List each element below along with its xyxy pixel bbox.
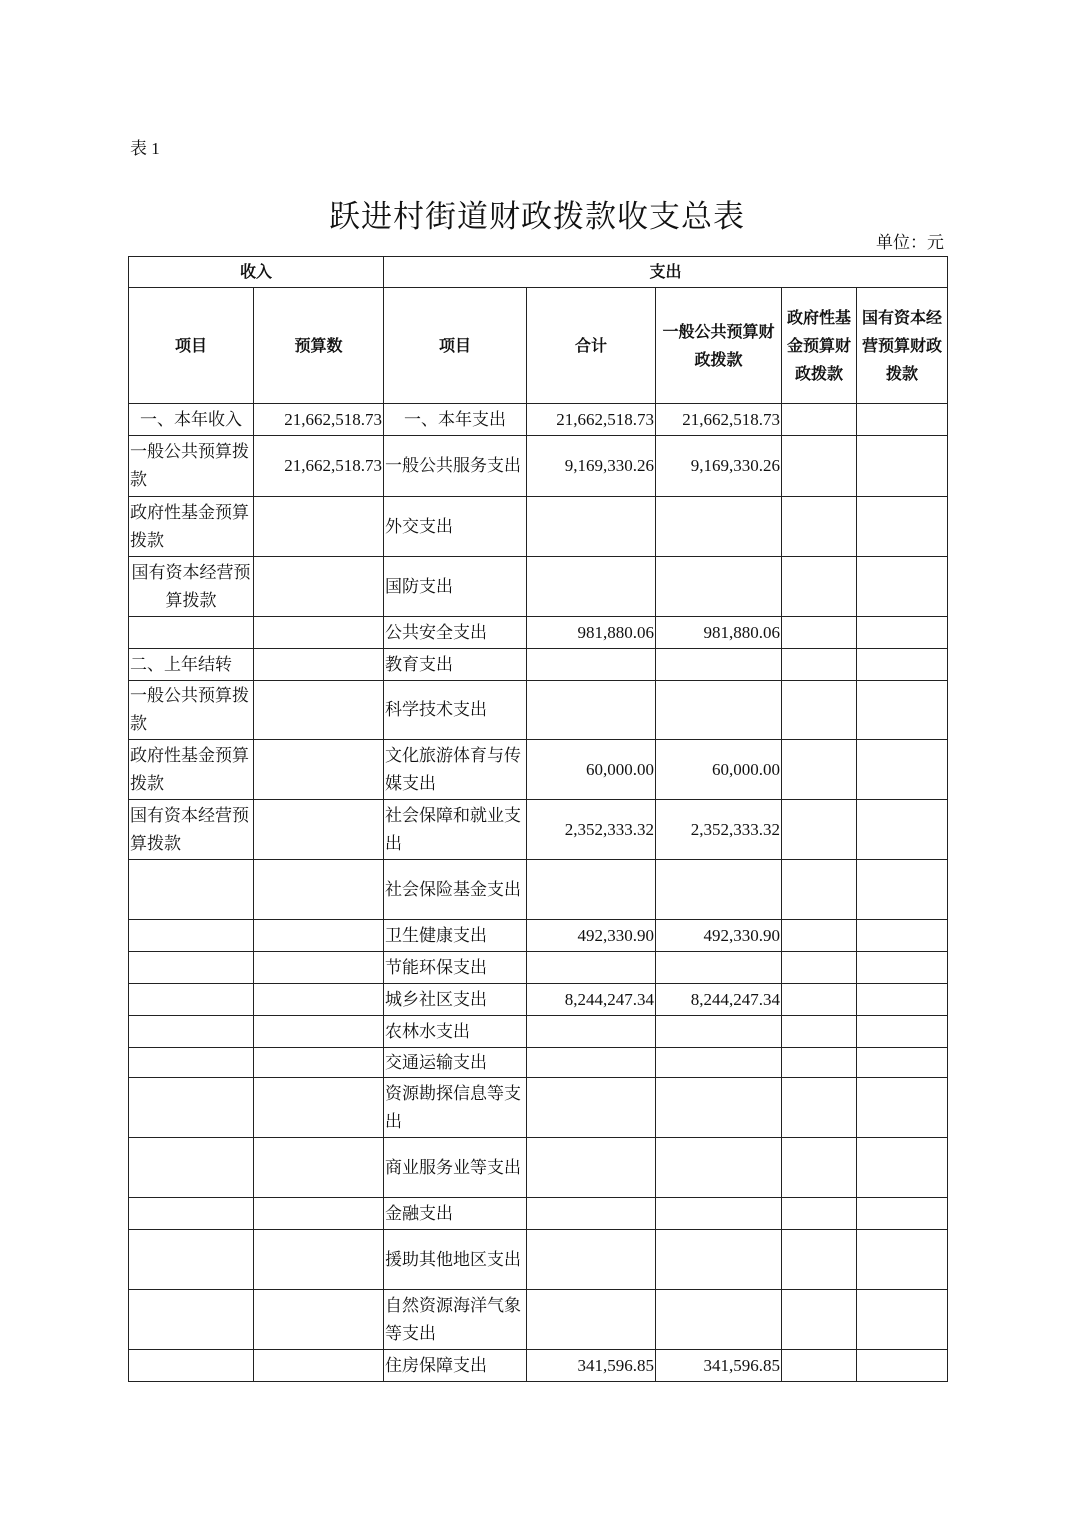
expense-item-cell: 科学技术支出 [384, 681, 527, 740]
table-label: 表 1 [130, 139, 160, 158]
general-public-amount-cell [656, 649, 782, 681]
income-item-cell: 一般公共预算拨款 [129, 681, 254, 740]
income-item-cell: 一般公共预算拨款 [129, 436, 254, 497]
income-item-cell [129, 1048, 254, 1078]
income-item-cell [129, 860, 254, 920]
gov-fund-amount-cell [782, 617, 857, 649]
expense-total-cell: 21,662,518.73 [527, 404, 656, 436]
gov-fund-amount-cell [782, 1048, 857, 1078]
table-row [129, 617, 948, 649]
expense-total-cell [527, 649, 656, 681]
expense-item-cell: 外交支出 [384, 497, 527, 557]
state-capital-amount-cell [857, 557, 948, 617]
state-capital-amount-cell [857, 952, 948, 984]
gov-fund-amount-cell [782, 1078, 857, 1138]
gov-fund-amount-cell [782, 952, 857, 984]
col-general-public: 一般公共预算财政拨款 [656, 288, 782, 404]
income-header: 收入 [129, 257, 384, 288]
general-public-amount-cell [656, 1230, 782, 1290]
expense-total-cell [527, 952, 656, 984]
gov-fund-amount-cell [782, 920, 857, 952]
expense-item-cell: 教育支出 [384, 649, 527, 681]
general-public-amount-cell: 8,244,247.34 [656, 984, 782, 1016]
gov-fund-amount-cell [782, 436, 857, 497]
general-public-amount-cell [656, 681, 782, 740]
state-capital-amount-cell [857, 1048, 948, 1078]
table-row [129, 740, 948, 800]
expense-item-cell: 商业服务业等支出 [384, 1138, 527, 1198]
expense-item-cell: 自然资源海洋气象等支出 [384, 1290, 527, 1350]
gov-fund-amount-cell [782, 681, 857, 740]
col-state-capital: 国有资本经营预算财政拨款 [857, 288, 948, 404]
expense-item-cell: 社会保障和就业支出 [384, 800, 527, 860]
income-amount-cell [254, 1078, 384, 1138]
table-row [129, 1290, 948, 1350]
income-amount-cell [254, 1230, 384, 1290]
gov-fund-amount-cell [782, 404, 857, 436]
income-item-cell [129, 617, 254, 649]
gov-fund-amount-cell [782, 1290, 857, 1350]
header-row-group [129, 257, 948, 288]
income-amount-cell [254, 617, 384, 649]
expense-total-cell: 8,244,247.34 [527, 984, 656, 1016]
income-amount-cell [254, 1198, 384, 1230]
income-item-cell [129, 1350, 254, 1382]
expense-item-cell: 资源勘探信息等支出 [384, 1078, 527, 1138]
income-amount-cell [254, 1290, 384, 1350]
expense-total-cell [527, 557, 656, 617]
expense-item-cell: 文化旅游体育与传媒支出 [384, 740, 527, 800]
expense-item-cell: 节能环保支出 [384, 952, 527, 984]
table-row [129, 1138, 948, 1198]
state-capital-amount-cell [857, 860, 948, 920]
income-item-cell: 政府性基金预算拨款 [129, 740, 254, 800]
state-capital-amount-cell [857, 1138, 948, 1198]
expense-total-cell [527, 1138, 656, 1198]
state-capital-amount-cell [857, 497, 948, 557]
state-capital-amount-cell [857, 1016, 948, 1048]
general-public-amount-cell [656, 1198, 782, 1230]
general-public-amount-cell [656, 1078, 782, 1138]
state-capital-amount-cell [857, 920, 948, 952]
gov-fund-amount-cell [782, 1350, 857, 1382]
expense-item-cell: 住房保障支出 [384, 1350, 527, 1382]
general-public-amount-cell: 981,880.06 [656, 617, 782, 649]
general-public-amount-cell: 2,352,333.32 [656, 800, 782, 860]
expense-total-cell [527, 1230, 656, 1290]
general-public-amount-cell [656, 952, 782, 984]
general-public-amount-cell: 21,662,518.73 [656, 404, 782, 436]
gov-fund-amount-cell [782, 1016, 857, 1048]
expense-item-cell: 金融支出 [384, 1198, 527, 1230]
income-item-cell [129, 1198, 254, 1230]
page-title: 跃进村街道财政拨款收支总表 [329, 198, 745, 235]
income-item-cell [129, 984, 254, 1016]
table-row [129, 557, 948, 617]
income-amount-cell [254, 920, 384, 952]
state-capital-amount-cell [857, 1290, 948, 1350]
general-public-amount-cell: 341,596.85 [656, 1350, 782, 1382]
col-gov-fund: 政府性基金预算财政拨款 [782, 288, 857, 404]
gov-fund-amount-cell [782, 1198, 857, 1230]
income-item-cell: 一、本年收入 [129, 404, 254, 436]
expense-item-cell: 城乡社区支出 [384, 984, 527, 1016]
general-public-amount-cell [656, 860, 782, 920]
state-capital-amount-cell [857, 740, 948, 800]
income-amount-cell: 21,662,518.73 [254, 436, 384, 497]
expense-total-cell: 9,169,330.26 [527, 436, 656, 497]
income-item-cell [129, 1230, 254, 1290]
general-public-amount-cell: 9,169,330.26 [656, 436, 782, 497]
expense-total-cell [527, 1198, 656, 1230]
expense-total-cell [527, 1078, 656, 1138]
expense-total-cell [527, 1016, 656, 1048]
table-row [129, 1230, 948, 1290]
income-amount-cell [254, 1350, 384, 1382]
table-row [129, 952, 948, 984]
table-row [129, 436, 948, 497]
income-item-cell [129, 1078, 254, 1138]
expense-total-cell: 981,880.06 [527, 617, 656, 649]
gov-fund-amount-cell [782, 497, 857, 557]
col-income-item: 项目 [129, 288, 254, 404]
state-capital-amount-cell [857, 649, 948, 681]
expense-total-cell [527, 497, 656, 557]
state-capital-amount-cell [857, 1198, 948, 1230]
income-item-cell [129, 952, 254, 984]
table-row [129, 497, 948, 557]
general-public-amount-cell [656, 497, 782, 557]
state-capital-amount-cell [857, 1230, 948, 1290]
expense-total-cell: 2,352,333.32 [527, 800, 656, 860]
general-public-amount-cell [656, 557, 782, 617]
table-row [129, 860, 948, 920]
state-capital-amount-cell [857, 404, 948, 436]
gov-fund-amount-cell [782, 860, 857, 920]
expense-item-cell: 公共安全支出 [384, 617, 527, 649]
expense-header: 支出 [384, 257, 948, 288]
income-amount-cell [254, 984, 384, 1016]
income-item-cell [129, 1138, 254, 1198]
income-amount-cell [254, 740, 384, 800]
gov-fund-amount-cell [782, 1230, 857, 1290]
income-amount-cell [254, 860, 384, 920]
income-item-cell [129, 920, 254, 952]
general-public-amount-cell [656, 1048, 782, 1078]
col-total: 合计 [527, 288, 656, 404]
expense-total-cell: 341,596.85 [527, 1350, 656, 1382]
expense-total-cell [527, 1048, 656, 1078]
income-amount-cell [254, 1138, 384, 1198]
state-capital-amount-cell [857, 1078, 948, 1138]
expense-item-cell: 一、本年支出 [384, 404, 527, 436]
income-amount-cell [254, 1048, 384, 1078]
income-amount-cell [254, 649, 384, 681]
gov-fund-amount-cell [782, 649, 857, 681]
table-row [129, 681, 948, 740]
table-row [129, 1016, 948, 1048]
table-body [129, 404, 948, 1382]
table-row [129, 1078, 948, 1138]
header-row-columns [129, 288, 948, 404]
income-amount-cell [254, 557, 384, 617]
state-capital-amount-cell [857, 984, 948, 1016]
table-row [129, 649, 948, 681]
table-row [129, 1048, 948, 1078]
state-capital-amount-cell [857, 436, 948, 497]
expense-item-cell: 交通运输支出 [384, 1048, 527, 1078]
expense-item-cell: 农林水支出 [384, 1016, 527, 1048]
general-public-amount-cell [656, 1016, 782, 1048]
income-item-cell: 政府性基金预算拨款 [129, 497, 254, 557]
table-row [129, 800, 948, 860]
income-item-cell [129, 1016, 254, 1048]
income-amount-cell [254, 497, 384, 557]
expense-total-cell [527, 1290, 656, 1350]
expense-item-cell: 社会保险基金支出 [384, 860, 527, 920]
income-amount-cell [254, 800, 384, 860]
state-capital-amount-cell [857, 1350, 948, 1382]
income-item-cell: 国有资本经营预算拨款 [129, 557, 254, 617]
col-income-budget: 预算数 [254, 288, 384, 404]
general-public-amount-cell: 60,000.00 [656, 740, 782, 800]
table-row [129, 1198, 948, 1230]
gov-fund-amount-cell [782, 800, 857, 860]
table-row [129, 984, 948, 1016]
state-capital-amount-cell [857, 800, 948, 860]
income-amount-cell: 21,662,518.73 [254, 404, 384, 436]
expense-total-cell: 492,330.90 [527, 920, 656, 952]
state-capital-amount-cell [857, 617, 948, 649]
gov-fund-amount-cell [782, 984, 857, 1016]
general-public-amount-cell: 492,330.90 [656, 920, 782, 952]
income-item-cell [129, 1290, 254, 1350]
expense-total-cell: 60,000.00 [527, 740, 656, 800]
gov-fund-amount-cell [782, 1138, 857, 1198]
income-amount-cell [254, 681, 384, 740]
table-row [129, 404, 948, 436]
income-amount-cell [254, 1016, 384, 1048]
general-public-amount-cell [656, 1290, 782, 1350]
gov-fund-amount-cell [782, 557, 857, 617]
income-item-cell: 国有资本经营预算拨款 [129, 800, 254, 860]
expense-total-cell [527, 681, 656, 740]
expense-item-cell: 国防支出 [384, 557, 527, 617]
income-item-cell: 二、上年结转 [129, 649, 254, 681]
gov-fund-amount-cell [782, 740, 857, 800]
table-row [129, 1350, 948, 1382]
expense-item-cell: 卫生健康支出 [384, 920, 527, 952]
unit-label: 单位：元 [876, 233, 944, 252]
state-capital-amount-cell [857, 681, 948, 740]
col-expense-item: 项目 [384, 288, 527, 404]
expense-total-cell [527, 860, 656, 920]
expense-item-cell: 援助其他地区支出 [384, 1230, 527, 1290]
income-amount-cell [254, 952, 384, 984]
general-public-amount-cell [656, 1138, 782, 1198]
expense-item-cell: 一般公共服务支出 [384, 436, 527, 497]
table-row [129, 920, 948, 952]
budget-table [128, 256, 948, 1382]
